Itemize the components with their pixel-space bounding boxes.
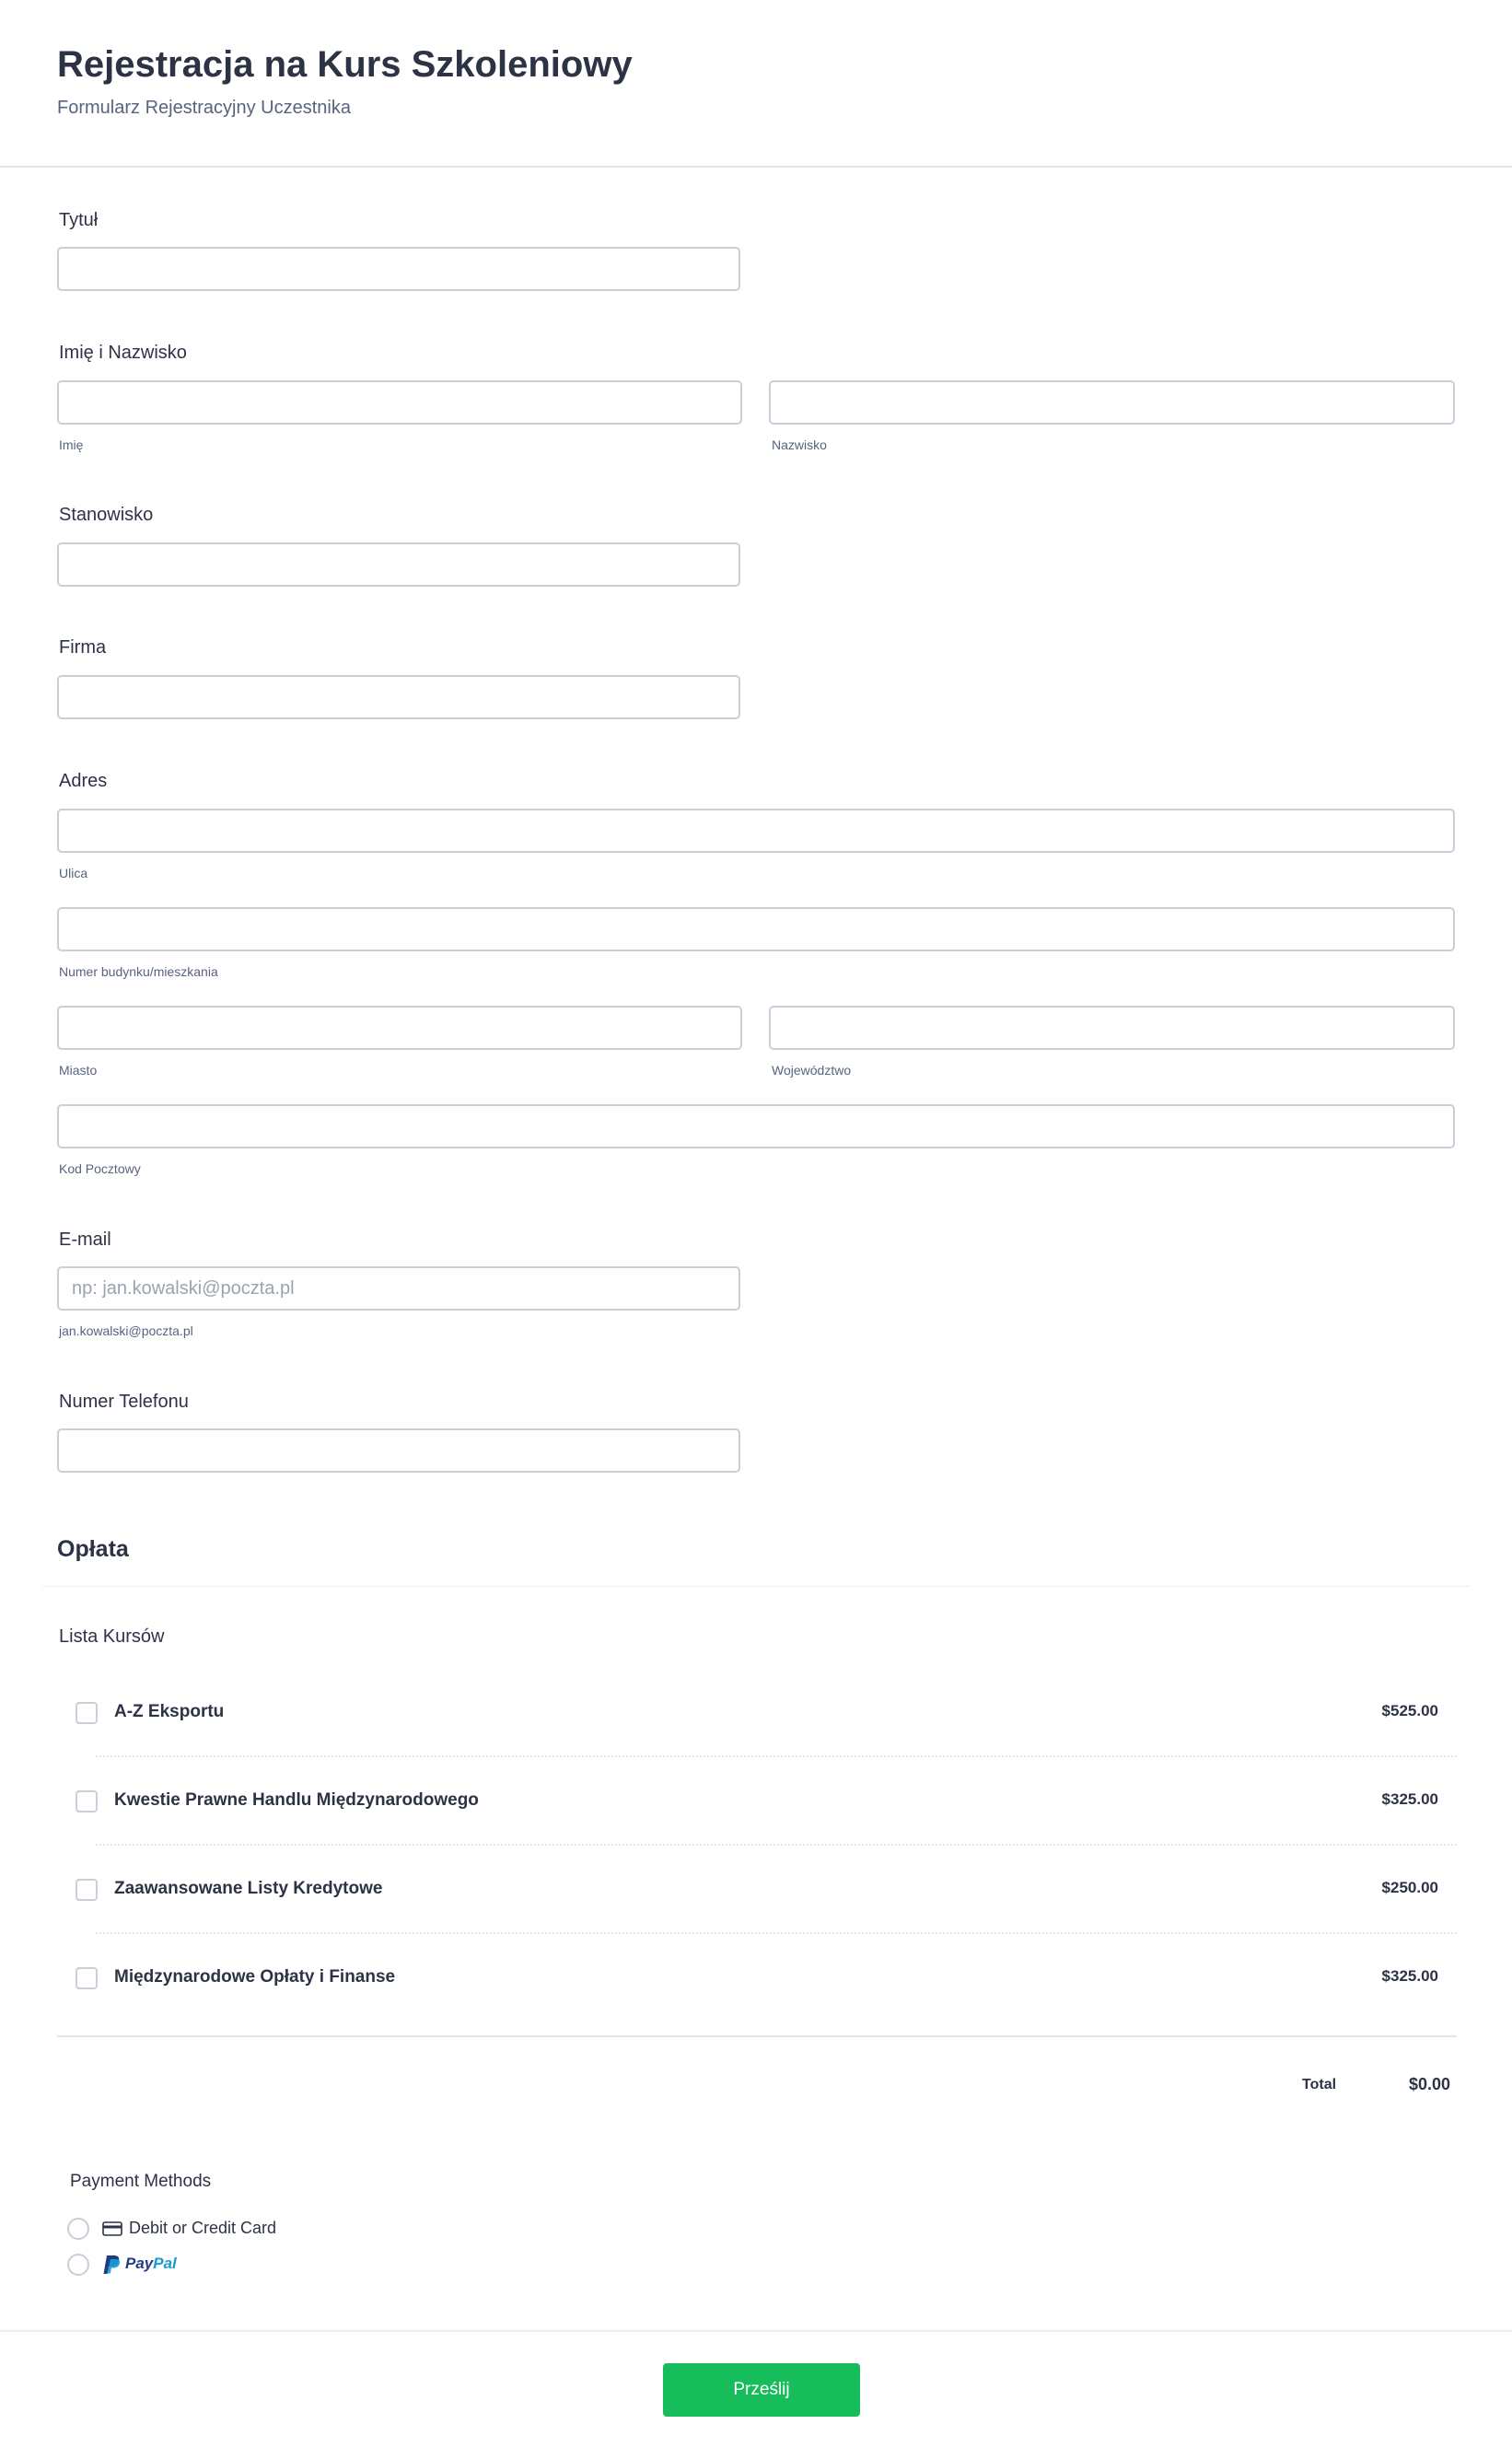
paypal-logo[interactable]: [103, 2254, 186, 2280]
building-sublabel: Numer budynku/mieszkania: [59, 964, 218, 979]
product-name: A-Z Eksportu: [114, 1702, 225, 1721]
total-label: Total: [1302, 2077, 1337, 2092]
card-method-label[interactable]: Debit or Credit Card: [129, 2219, 277, 2237]
total-divider: [57, 2035, 1457, 2037]
email-placeholder: np: jan.kowalski@poczta.pl: [72, 1278, 295, 1299]
company-label: Firma: [59, 637, 107, 658]
paypal-radio[interactable]: [67, 2254, 89, 2276]
last-name-input[interactable]: [769, 380, 1455, 425]
course-list-label: Lista Kursów: [59, 1626, 165, 1647]
product-price: $325.00: [1381, 1967, 1438, 1985]
first-name-sublabel: Imię: [59, 437, 84, 452]
product-checkbox[interactable]: [76, 1790, 98, 1812]
state-sublabel: Województwo: [772, 1063, 852, 1078]
product-checkbox[interactable]: [76, 1702, 98, 1724]
address-label: Adres: [59, 771, 108, 791]
product-name: Zaawansowane Listy Kredytowe: [114, 1879, 383, 1898]
building-input[interactable]: [57, 907, 1455, 951]
paypal-wordmark-pal: Pal: [153, 2255, 177, 2272]
email-sublabel: jan.kowalski@poczta.pl: [59, 1323, 193, 1338]
product-name: Międzynarodowe Opłaty i Finanse: [114, 1967, 396, 1987]
card-radio[interactable]: [67, 2218, 89, 2240]
phone-label: Numer Telefonu: [59, 1392, 189, 1412]
name-label: Imię i Nazwisko: [59, 343, 187, 363]
form-subtitle: Formularz Rejestracyjny Uczestnika: [57, 98, 351, 118]
title-input[interactable]: [57, 247, 740, 291]
state-input[interactable]: [769, 1006, 1455, 1050]
product-row[interactable]: [57, 1757, 1457, 1846]
phone-input[interactable]: [57, 1428, 740, 1473]
street-sublabel: Ulica: [59, 866, 88, 880]
product-name: Kwestie Prawne Handlu Międzynarodowego: [114, 1790, 479, 1810]
city-input[interactable]: [57, 1006, 742, 1050]
credit-card-icon: [102, 2221, 122, 2241]
company-input[interactable]: [57, 675, 740, 719]
product-price: $525.00: [1381, 1702, 1438, 1719]
city-sublabel: Miasto: [59, 1063, 98, 1078]
product-checkbox[interactable]: [76, 1879, 98, 1901]
submit-button[interactable]: Prześlij: [663, 2363, 860, 2417]
payment-section-title: Opłata: [57, 1536, 129, 1562]
first-name-input[interactable]: [57, 380, 742, 425]
section-divider: [42, 1586, 1470, 1587]
last-name-sublabel: Nazwisko: [772, 437, 827, 452]
paypal-wordmark-pay: Pay: [125, 2255, 154, 2272]
product-price: $325.00: [1381, 1790, 1438, 1808]
payment-methods-label: Payment Methods: [70, 2172, 212, 2191]
postal-code-input[interactable]: [57, 1104, 1455, 1148]
total-value: $0.00: [1409, 2075, 1451, 2093]
header-divider: [0, 166, 1512, 168]
product-row[interactable]: [57, 1669, 1457, 1757]
form-title: Rejestracja na Kurs Szkoleniowy: [57, 44, 633, 85]
title-label: Tytuł: [59, 210, 99, 230]
street-input[interactable]: [57, 809, 1455, 853]
postal-code-sublabel: Kod Pocztowy: [59, 1161, 141, 1176]
product-row[interactable]: [57, 1846, 1457, 1934]
product-row[interactable]: [57, 1934, 1457, 2022]
position-label: Stanowisko: [59, 505, 154, 525]
email-label: E-mail: [59, 1230, 111, 1250]
email-input[interactable]: [57, 1266, 740, 1311]
product-checkbox[interactable]: [76, 1967, 98, 1989]
product-price: $250.00: [1381, 1879, 1438, 1896]
footer-divider: [0, 2330, 1512, 2332]
position-input[interactable]: [57, 542, 740, 587]
